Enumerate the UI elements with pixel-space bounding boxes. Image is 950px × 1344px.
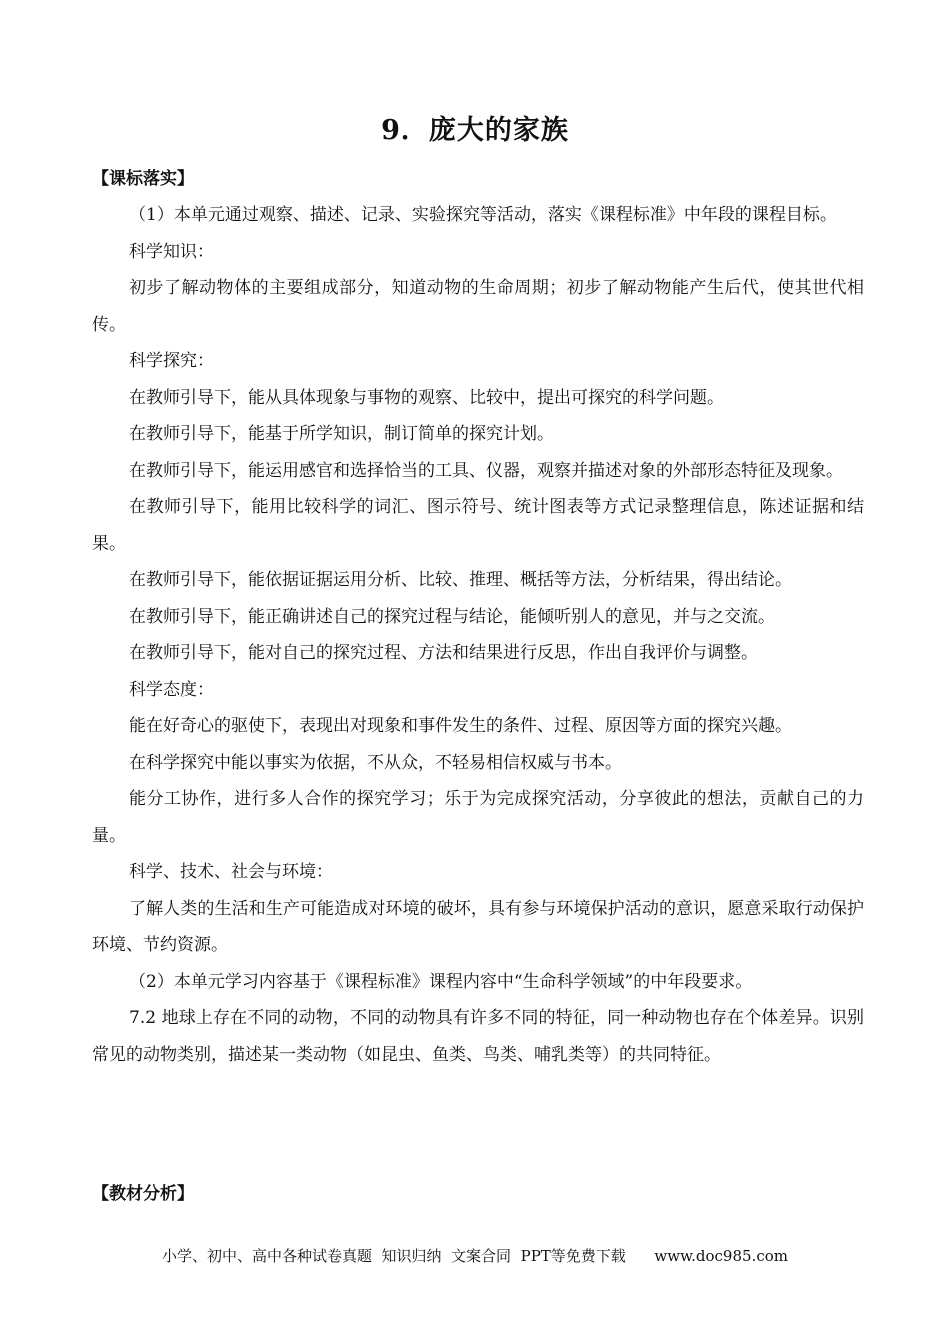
paragraph-16: 科学、技术、社会与环境：: [129, 862, 333, 882]
paragraph-19: 7.2 地球上存在不同的动物，不同的动物具有许多不同的特征，同一种动物也存在个体差异。识别常见的动物类别，描述某一类动物（如昆虫、鱼类、鸟类、哺乳类等）的共同特征。: [92, 1008, 864, 1065]
paragraph-3: 初步了解动物体的主要组成部分，知道动物的生命周期；初步了解动物能产生后代，使其世代相传。: [92, 278, 864, 335]
paragraph-8: 在教师引导下，能用比较科学的词汇、图示符号、统计图表等方式记录整理信息，陈述证据和结果。: [92, 497, 864, 554]
footer-text: 小学、初中、高中各种试卷真题 知识归纳 文案合同 PPT等免费下载 www.doc985.com: [161, 1247, 788, 1265]
paragraph-12: 科学态度：: [129, 679, 214, 700]
section-heading-textbook-analysis: 【教材分析】: [92, 1184, 194, 1204]
paragraph-15: 能分工协作，进行多人合作的探究学习；乐于为完成探究活动，分享彼此的想法，贡献自己的力量。: [92, 789, 864, 846]
paragraph-7: 在教师引导下，能运用感官和选择恰当的工具、仪器，观察并描述对象的外部形态特征及现象。: [129, 460, 843, 481]
paragraph-18: （2）本单元学习内容基于《课程标准》课程内容中“生命科学领域”的中年段要求。: [129, 971, 753, 992]
paragraph-6: 在教师引导下，能基于所学知识，制订简单的探究计划。: [129, 424, 554, 444]
paragraph-9: 在教师引导下，能依据证据运用分析、比较、推理、概括等方法，分析结果，得出结论。: [129, 570, 792, 590]
document-body: [92, 162, 864, 1073]
paragraph-13: 能在好奇心的驱使下，表现出对现象和事件发生的条件、过程、原因等方面的探究兴趣。: [129, 716, 792, 736]
paragraph-4: 科学探究：: [129, 351, 214, 371]
paragraph-11: 在教师引导下，能对自己的探究过程、方法和结果进行反思，作出自我评价与调整。: [129, 643, 758, 663]
paragraph-17: 了解人类的生活和生产可能造成对环境的破坏，具有参与环境保护活动的意识，愿意采取行动保护环境、节约资源。: [92, 898, 864, 955]
paragraph-5: 在教师引导下，能从具体现象与事物的观察、比较中，提出可探究的科学问题。: [129, 387, 724, 408]
paragraph-14: 在科学探究中能以事实为依据，不从众，不轻易相信权威与书本。: [129, 752, 622, 773]
page-title: 9．庞大的家族: [381, 115, 569, 146]
paragraph-10: 在教师引导下，能正确讲述自己的探究过程与结论，能倾听别人的意见，并与之交流。: [129, 606, 775, 627]
section-heading-curriculum: 【课标落实】: [92, 169, 194, 189]
paragraph-1: （1）本单元通过观察、描述、记录、实验探究等活动，落实《课程标准》中年段的课程目标。: [129, 205, 837, 225]
paragraph-2: 科学知识：: [129, 241, 214, 262]
